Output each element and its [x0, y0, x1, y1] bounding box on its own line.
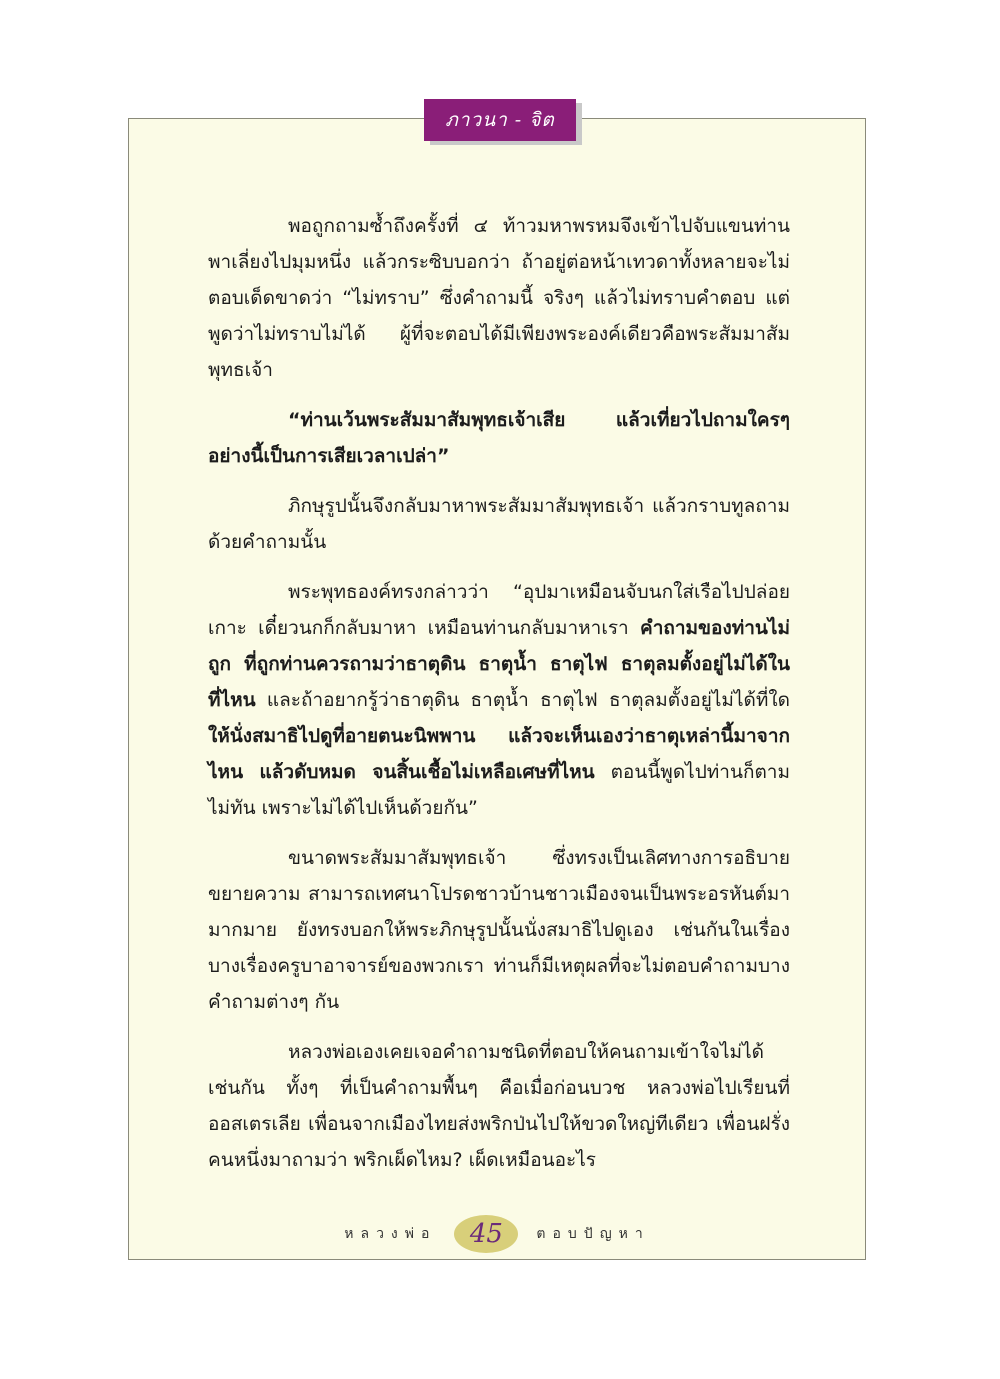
paragraph-4-bold-1: คำถามของท่านไม่ถูก ที่ถูกท่านควรถามว่าธาตุดิน ธาตุน้ำ ธาตุไฟ ธาตุลมตั้งอยู่ไม่ได้ในที่ไหน	[208, 617, 790, 711]
paragraph-3: ภิกษุรูปนั้นจึงกลับมาหาพระสัมมาสัมพุทธเจ้า แล้วกราบทูลถามด้วยคำถามนั้น	[208, 495, 790, 553]
chapter-tab	[424, 99, 576, 141]
paragraph-5: ขนาดพระสัมมาสัมพุทธเจ้า ซึ่งทรงเป็นเลิศทางการอธิบายขยายความ สามารถเทศนาโปรดชาวบ้านชาวเมืองจนเป็นพระอรหันต์มามากมาย ยังทรงบอกให้พระภิกษุรูปนั้นนั่งสมาธิไปดูเอง เช่นกันในเรื่องบางเรื่องครูบาอาจารย์ของพวกเรา ท่านก็มีเหตุผลที่จะไม่ตอบคำถามบางคำถามต่างๆ กัน	[208, 847, 790, 1013]
page-footer	[128, 1212, 866, 1256]
paragraph-4-text-2: และถ้าอยากรู้ว่าธาตุดิน ธาตุน้ำ ธาตุไฟ ธาตุลมตั้งอยู่ไม่ได้ที่ใด	[255, 689, 790, 711]
paragraph-4-bold-2: ให้นั่งสมาธิไปดูที่อายตนะนิพพาน แล้วจะเห็นเองว่าธาตุเหล่านี้มาจากไหน แล้วดับหมด จนสิ้นเชื้อไม่เหลือเศษที่ไหน	[208, 725, 790, 783]
paragraph-1: พอถูกถามซ้ำถึงครั้งที่ ๔ ท้าวมหาพรหมจึงเข้าไปจับแขนท่าน พาเลี่ยงไปมุมหนึ่ง แล้วกระซิบบอกว่า ถ้าอยู่ต่อหน้าเทวดาทั้งหลายจะไม่ตอบเด็ดขาดว่า “ไม่ทราบ” ซึ่งคำถามนี้ จริงๆ แล้วไม่ทราบคำตอบ แต่พูดว่าไม่ทราบไม่ได้ ผู้ที่จะตอบได้มีเพียงพระองค์เดียวคือพระสัมมาสัมพุทธเจ้า	[208, 215, 790, 381]
paragraph-4	[208, 574, 790, 826]
paragraph-4-text-3: ตอนนี้พูดไปท่านก็ตามไม่ทัน เพราะไม่ได้ไปเห็นด้วยกัน”	[208, 761, 790, 819]
chapter-tab-label: ภาวนา - จิต	[445, 109, 555, 131]
quote-paragraph: “ท่านเว้นพระสัมมาสัมพุทธเจ้าเสีย แล้วเที่ยวไปถามใครๆ อย่างนี้เป็นการเสียเวลาเปล่า”	[208, 409, 790, 467]
footer-book-title-left: หลวงพ่อ	[344, 1226, 437, 1242]
paragraph-6: หลวงพ่อเองเคยเจอคำถามชนิดที่ตอบให้คนถามเข้าใจไม่ได้เช่นกัน ทั้งๆ ที่เป็นคำถามพื้นๆ คือเมื่อก่อนบวช หลวงพ่อไปเรียนที่ออสเตรเลีย เพื่อนจากเมืองไทยส่งพริกป่นไปให้ขวดใหญ่ทีเดียว เพื่อนฝรั่งคนหนึ่งมาถามว่า พริกเผ็ดไหม? เผ็ดเหมือนอะไร	[208, 1041, 790, 1171]
page-content	[208, 208, 790, 1192]
footer-book-title-right: ตอบปัญหา	[536, 1226, 650, 1242]
page-number: 45	[454, 1215, 518, 1253]
paragraph-4-text-1: พระพุทธองค์ทรงกล่าวว่า “อุปมาเหมือนจับนกใส่เรือไปปล่อยเกาะ เดี๋ยวนกก็กลับมาหา เหมือนท่านกลับมาหาเรา	[208, 581, 790, 639]
